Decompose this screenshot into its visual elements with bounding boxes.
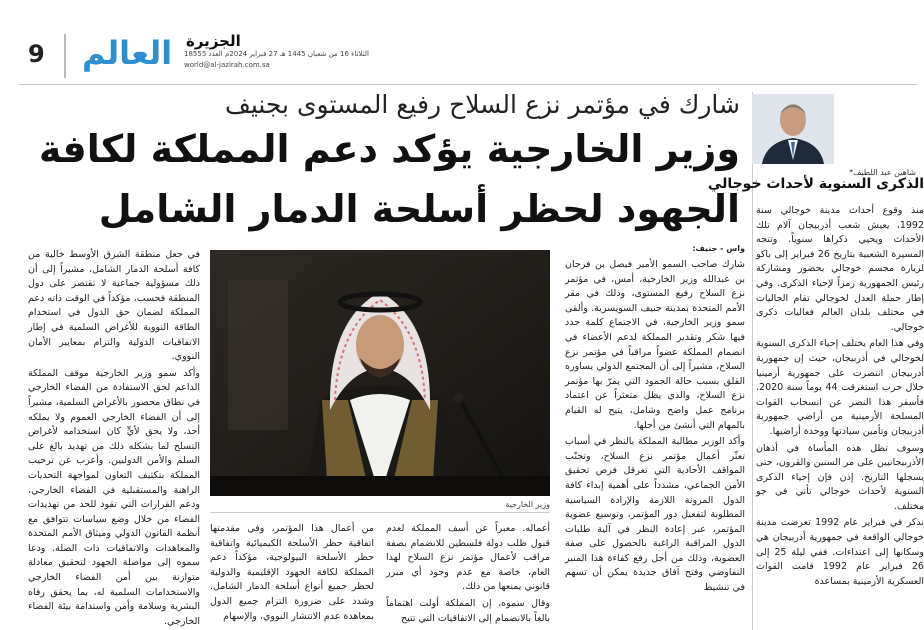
article-kicker: شارك في مؤتمر نزع السلاح رفيع المستوى بجنيف [224,90,740,119]
author-photo [752,94,834,164]
issue-date-line: الثلاثاء 16 من شعبان 1445 هـ 27 فبراير 2024م العدد 18555 [184,50,369,58]
masthead-divider [64,34,66,78]
page-number: 9 [28,40,45,68]
article-column-middle [210,522,550,630]
article-column-right [565,258,745,630]
paragraph: من أعمال هذا المؤتمر، وفي مقدمتها اتفاقية حظر الأسلحة الكيميائية واتفاقية حظر الأسلحة البيولوجية، مؤكداً دعم المملكة لكافة الجهود الإقليمية والدولية لحظر جميع أنواع أسلحة الدمار الشامل. وشدد على ضرورة التزام جميع الدول بمعاهدة عدم الانتشار النووي، والإسهام [210,523,374,622]
sidebar-title: الذكرى السنوية لأحداث خوجالي [707,176,924,192]
sidebar-author: شاهين عبد اللطيف* [849,168,916,177]
paragraph: في جعل منطقة الشرق الأوسط خالية من كافة أسلحة الدمار الشامل، مشيراً إلى أن ذلك مسؤولية جماعية لا تقتصر على دول المنطقة فحسب، مؤكداً في الوقت ذاته دعم المملكة لضمان حق الدول في استخدام الطاقة النووية للأغراض السلمية في إطار الاتفاقيات الدولية والتزام بمعايير الأمان النووي. [28,249,200,363]
paragraph: نذكر في فبراير عام 1992 تعرضت مدينة خوجالي الواقعة في جمهورية أذربيجان هي وسكانها إلى اعتداءات. ففي ليلة 25 إلى 26 فبراير عام 1992 قامت القوات العسكرية الأرمينية بمساعدة [756,517,924,587]
headline-line-1: وزير الخارجية يؤكد دعم المملكة لكافة [38,127,740,171]
paragraph: وقال سموه، إن المملكة أولت اهتماماً بالغاً بالانضمام إلى الاتفاقيات التي تتيح [386,597,550,624]
masthead-rule [18,84,918,85]
paragraph: شارك صاحب السمو الأمير فيصل بن فرحان بن عبدالله وزير الخارجية، أمس، في مؤتمر نزع السلاح رفيع المستوى، وذلك في مقر الأمم المتحدة بمدينة جنيف السويسرية. وألقى سمو وزير الخارجية، في الاجتماع كلمة جدد فيها شكر وتقدير المملكة لدعم الأعضاء في انضمام المملكة عضواً مراقباً في مؤتمر نزع السلاح، مشيراً إلى أن المجتمع الدولي يساوره القلق بسبب حالة الجمود التي يمرّ بها مؤتمر نزع السلاح، والذي يظل متعثراً عن اعتماد برنامج عمل واضح وشامل، يتيح له القيام بالمهام التي أنشئ من أجلها. [565,259,745,431]
headline-line-2: الجهود لحظر أسلحة الدمار الشامل [98,187,740,231]
paragraph: وفي هذا العام يختلف إحياء الذكرى السنوية لخوجالي في أذربيجان، حيث إن جمهورية أذربيجان انتصرت على جمهورية أرمينيا خلال حرب استغرقت 44 يوماً سنة 2020. فأسفر هذا النصر عن انسحاب القوات المسلحة الأرمينية من أراضي جمهورية أذربيجان وتأمين سيادتها ووحدة أراضيها. [756,338,924,437]
website-line: world@al-jazirah.com.sa [184,61,270,69]
minister-photo [210,250,550,496]
sidebar-body [756,204,924,630]
author-portrait-image [752,94,834,164]
paragraph: وأكد سمو وزير الخارجية موقف المملكة الداعم لحق الاستفادة من الفضاء الخارجي في نطاق محصور بالأغراض السلمية، مشيراً إلى أن الفضاء الخارجي العموم ولا يملكه أحد، ولا يحق لأيٍّ كان استخدامه لأغراض التسلح لما يشكله ذلك من تهديد بالغ على السلم والأمن الدوليين. وأعرب عن ترحيب المملكة بتكثيف التعاون لمواجهة التحديات الراهنة والمستقبلية في الفضاء الخارجي، ودعم القرارات التي تقود للحد من تهديدات الفضاء من خلال وضع سياسات تتوافق مع أنظمة القانون الدولي وميثاق الأمم المتحدة والمعاهدات والاتفاقيات ذات الصلة. ودعا سموه إلى مواصلة الجهود لتحقيق معادلة متوازنة بين أمن الفضاء الخارجي والاستخدامات السلمية له، بما يحقق رفاه البشرية وسلامة وأمن واستدامة بيئة الفضاء الخارجي. [28,367,200,627]
newspaper-logo: الجزيرة [186,32,241,50]
paragraph: وسوف تظل هذه المأساة في أذهان الأذربيجانيين على مر السنين والقرون، حتى يسجلها التاريخ. إذن فإن إحياء الذكرى السنوية لأحداث خوجالي تأتي في جو مختلف. [756,442,924,512]
article-byline: واس - جنيف: [692,244,745,253]
article-column-left [28,248,200,630]
photo-caption: وزير الخارجية [505,500,550,509]
minister-portrait-image [210,250,550,496]
section-title: العالم [82,34,173,72]
paragraph: منذ وقوع أحداث مدينة خوجالي سنة 1992، يعيش شعب أذربيجان آلام تلك الأحداث ويحيي ذكراها سنوياً. وتتجه المسيرة الشعبية بتاريخ 26 فبراير إلى باكو لزيارة مجسم خوجالي بحضور ومشاركة رئيس الجمهورية رمزاً لإحياء الذكرى. وفي إطار حملة العدل لخوجالي تقام الجاليات في مختلف بلدان العالم فعاليات ذكرى خوجالي. [756,205,924,333]
paragraph: أعماله. معبراً عن أسف المملكة لعدم قبول طلب دولة فلسطين للانضمام بصفة مراقب لأعمال مؤتمر نزع السلاح لهذا العام، خاصة مع عدم وجود أي مبرر قانوني يمنعها من ذلك. [386,523,550,593]
paragraph: وأكد الوزير مطالبة المملكة بالنظر في أسباب تعثّر أعمال مؤتمر نزع السلاح، وتجنّب المواقف الأحادية التي تعرقل فرص تحقيق الأمن الجماعي، مشدداً على أهمية إبداء كافة الدول المرونة اللازمة والإرادة السياسية المطلوبة لتفعيل دور المؤتمر، وتوسيع عضوية المؤتمر، عبر إعادة النظر في آلية طلبات الدول المراقبة الراغبة بالحصول على صفة العضوية، وذلك من أجل رفع كفاءة هذا المنبر التفاوضي وفتح آفاق جديدة يمكن أن تسهم في تنشيط [565,436,745,594]
caption-rule [210,512,550,513]
